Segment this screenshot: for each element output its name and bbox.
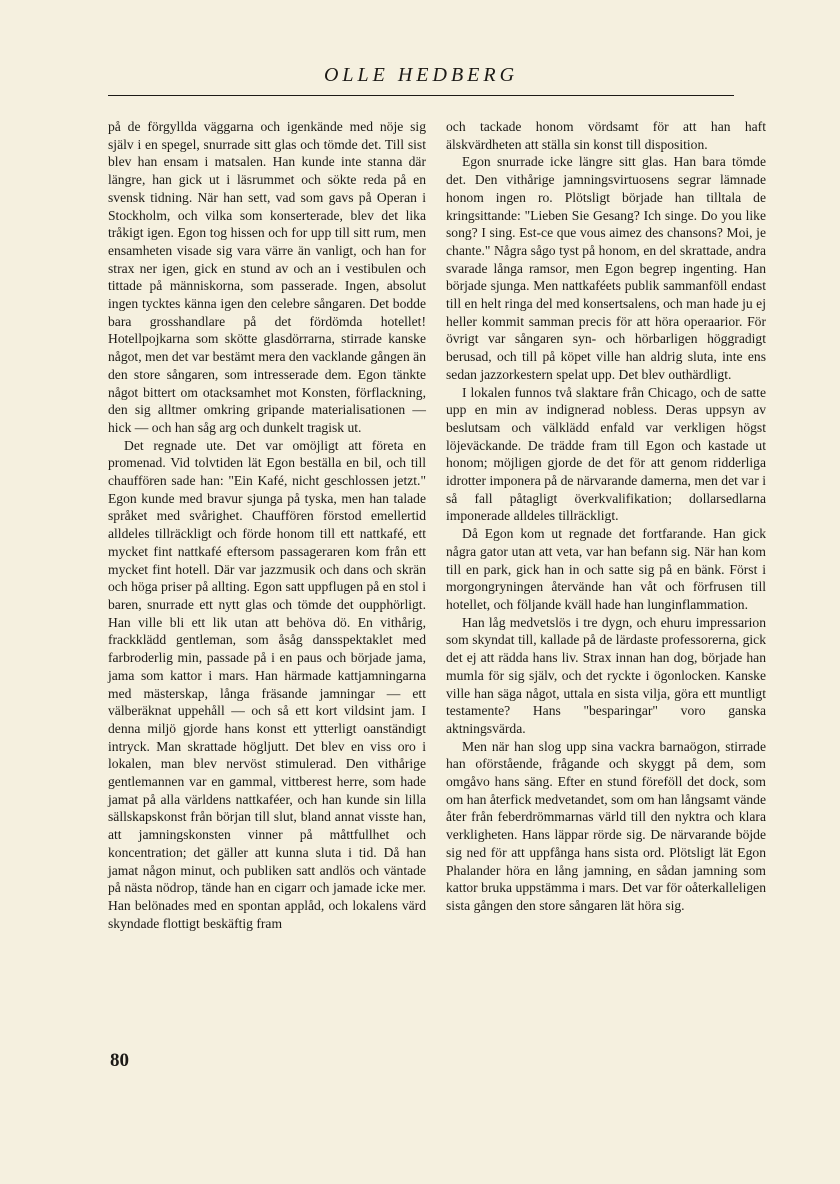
right-column (446, 118, 766, 915)
page-number: 80 (110, 1050, 129, 1071)
right-paragraph-5: Han låg medvetslös i tre dygn, och ehuru impressarion som skyndat till, kallade på de lärdaste professorerna, gick det ej att rädda hans liv. Strax innan han dog, började han mumla för sig själv, och det ryckte i ögonlocken. Kanske ville han säga något, uttala en sista vilja, göra ett muntligt testamente? Hans "besparingar" voro ganska aktningsvärda. (446, 614, 766, 736)
left-column (108, 118, 426, 932)
right-paragraph-4: Då Egon kom ut regnade det fortfarande. Han gick några gator utan att veta, var han befann sig. När han kom till en park, gick han in och satte sig på en bänk. Först i morgongryningen återvände han våt och förfrusen till hotellet, och följande kväll hade han lunginflammation. (446, 526, 766, 612)
author-name-header: OLLE HEDBERG (323, 64, 519, 86)
left-paragraph-2: Det regnade ute. Det var omöjligt att företa en promenad. Vid tolvtiden lät Egon beställa en bil, och till chauffören sade han: "Ein Kafé, nicht geschlossen jetzt." Egon kunde med bravur sjunga på tyska, men han talade språket med svårighet. Chauffören förstod emellertid alldeles tillräckligt och förde honom till ett nattkafé, ett mycket fint nattkafé eftersom passageraren kom från ett mycket fint hotell. Där var jazzmusik och dans och skrän och höga priser på allting. Egon satt uppflugen på en stol i baren, snurrade ett nytt glas och tömde det oupphörligt. Han ville bli ett lik utan att behöva dö. En vithårig, frackklädd gentleman, som åsåg dansspektaklet med farbroderlig min, passade på i en paus och började jama, jama som kattor i mars. Han härmade kattjamningarna med mästerskap, långa fräsande jamningar — ett välberäknat uppehåll — och så ett kort vildsint jam. I denna miljö gjorde hans konst ett ytterligt oanständigt intryck. Man skrattade högljutt. Det blev en viss oro i lokalen, man blev nervöst stimulerad. Den vithårige gentlemannen var en gammal, vittberest herre, som hade jamat på alla världens nattkaféer, och han kunde sin lilla sällskapskonst från början till slut, bland annat visste han, att jamningskonsten vinner på måttfullhet och koncentration; det gäller att kunna sluta i tid. Då han jamat någon minut, och publiken satt andlös och väntade på nästa nödrop, tände han en cigarr och jamade icke mer. Han belönades med en spontan applåd, och lokalens värd skyndade flottigt beskäftig fram (108, 437, 426, 931)
right-paragraph-2: Egon snurrade icke längre sitt glas. Han bara tömde det. Den vithårige jamningsvirtuosens segrar lämnade honom ingen ro. Plötsligt började han tilltala de kringsittande: "Lieben Sie Gesang? Ich singe. Do you like song? I sing. Est-ce que vous aimez des chansons? Moi, je chante." Några sågo tyst på honom, en del skrattade, andra svarade långa ramsor, men Egon begrep ingenting. Han började sjunga. Men nattkaféets publik sammanföll endast till en helt ringa del med konsertsalens, och man hade ju ej heller kommit samman precis för att höra operaarior. För övrigt var sångaren syn- och hörbarligen höggradigt berusad, och till på köpet ville han aldrig sluta, inte ens sedan jazzorkestern spelat upp. Det blev outhärdligt. (446, 154, 766, 382)
header-rule (108, 95, 734, 96)
right-paragraph-6: Men när han slog upp sina vackra barnaögon, stirrade han oförstående, frågande och skyggt på dem, som omgåvo hans säng. Efter en stund föreföll det dock, som om han återfick medvetandet, som om han långsamt vände åter från feberdrömmarnas värld till den nyktra och klara verkligheten. Hans läppar rörde sig. De närvarande böjde sig ned för att uppfånga hans sista ord. Plötsligt lät Egon Phalander höra en lång jamning, en sådan jamning som kattor bruka uppstämma i mars. Det var för oåterkalleligen sista gången den store sångaren lät höra sig. (446, 738, 766, 913)
right-paragraph-1: och tackade honom vördsamt för att han haft älskvärdheten att ställa sin konst till disposition. (446, 119, 766, 152)
left-paragraph-1: på de förgyllda väggarna och igenkände med nöje sig själv i en spegel, snurrade sitt glas och tömde det. Till sist blev han ensam i matsalen. Han kunde inte stanna där längre, han gick ut i läsrummet och sökte reda på en svensk tidning. När han sett, vad som gavs på Operan i Stockholm, och vilka som konserterade, blev det lika tråkigt igen. Egon tog hissen och for upp till sitt rum, men ensamheten visade sig vara värre än vanligt, och han for strax ner igen, gick en stund av och an i vestibulen och tittade på människorna, som passerade. Ingen, absolut ingen tycktes känna igen den celebre sångaren. Det bodde bara grosshandlare på det fördömda hotellet! Hotellpojkarna som skötte glasdörrarna, stirrade kanske något, men det var bestämt mera den vacklande gången än den store sångaren, som intresserade dem. Egon tänkte något bittert om otacksamhet mot Konsten, förflackning, den sig alltmer omkring gripande materialisationen — hick — och han såg arg och dunkelt tragisk ut. (108, 119, 426, 435)
right-paragraph-3: I lokalen funnos två slaktare från Chicago, och de satte upp en min av indignerad nobless. Deras uppsyn av beslutsam och välklädd enfald var verkligen högst löjeväckande. De trädde fram till Egon och kastade ut honom; möjligen gjorde de det för att genom ridderliga idrotter imponera på de närvarande damerna, men det var i så fall påtagligt överkvalifikation; dollarsedlarna imponerade alldeles tillräckligt. (446, 384, 766, 524)
running-header (108, 60, 734, 90)
